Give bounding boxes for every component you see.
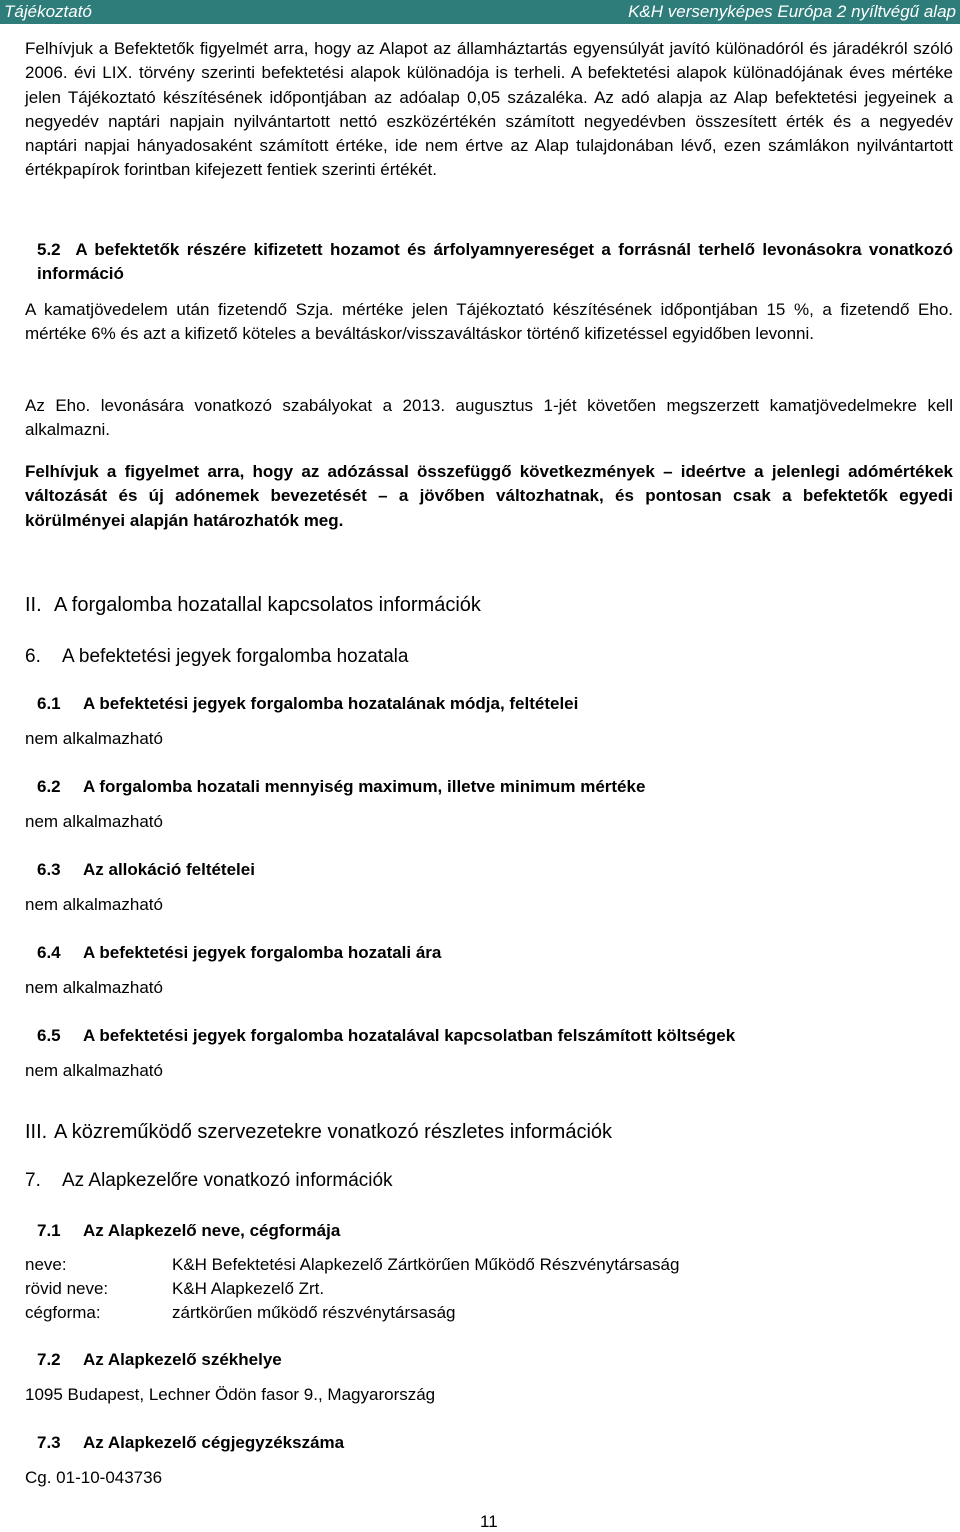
header-doc-title: Tájékoztató: [4, 2, 92, 21]
row-value: K&H Alapkezelő Zrt.: [172, 1279, 325, 1298]
section-5-2-title: A befektetők részére kifizetett hozamot és árfolyamnyereséget a forrásnál terhelő levonásokra vonatkozó információ: [37, 240, 953, 284]
section-title: A befektetési jegyek forgalomba hozatalával kapcsolatban felszámított költségek: [83, 1026, 736, 1045]
row-label: cégforma:: [25, 1303, 101, 1322]
section-number: 7.3: [37, 1433, 61, 1452]
page-number: 11: [480, 1512, 498, 1531]
section-title: Az Alapkezelő székhelye: [83, 1350, 282, 1369]
section-6-4-value: nem alkalmazható: [25, 978, 163, 997]
part-iii-number: III.: [25, 1121, 48, 1143]
header-fund-name: K&H versenyképes Európa 2 nyíltvégű alap: [628, 2, 956, 21]
section-6-5-value: nem alkalmazható: [25, 1061, 163, 1080]
section-title: Az Alapkezelő cégjegyzékszáma: [83, 1433, 345, 1452]
section-title: A forgalomba hozatali mennyiség maximum, illetve minimum mértéke: [83, 777, 646, 796]
row-label: rövid neve:: [25, 1279, 109, 1298]
part-ii-title: A forgalomba hozatallal kapcsolatos információk: [54, 594, 481, 616]
section-number: 7.2: [37, 1350, 61, 1369]
tax-notice-paragraph: Felhívjuk a figyelmet arra, hogy az adózással összefüggő következmények – ideértve a jelenlegi adómértékek változását és új adónemek bevezetését – a jövőben változhatnak, és pontosan csak a befektetők egyedi körülményei alapján határozhatók meg.: [25, 462, 953, 530]
section-number: 6.1: [37, 694, 61, 713]
row-value: zártkörűen működő részvénytársaság: [172, 1303, 456, 1322]
page-header: [0, 0, 960, 24]
section-number: 6.5: [37, 1026, 61, 1045]
section-6-number: 6.: [25, 646, 41, 667]
eho-paragraph: Az Eho. levonására vonatkozó szabályokat a 2013. augusztus 1-jét követően megszerzett kamatjövedelmekre kell alkalmazni.: [25, 396, 953, 440]
intro-paragraph: Felhívjuk a Befektetők figyelmét arra, hogy az Alapot az államháztartás egyensúlyát javító különadóról és járadékról szóló 2006. évi LIX. törvény szerinti befektetési alapok különadója is terheli. A befektetési alapok különadójának éves mértéke jelen Tájékoztató készítésének időpontjában az adóalap 0,05 százaléka. Az adó alapja az Alap befektetési jegyeinek a negyedév naptári napjain nyilvántartott nettó eszközértékén számított negyedévben összesített érték és a negyedév naptári napjai hányadosaként számított értéke, ide nem értve az Alap tulajdonában lévő, ezen számlákon nyilvántartott értékpapírok forintban kifejezett fentiek szerinti értékét.: [25, 39, 953, 180]
company-registry-number: Cg. 01-10-043736: [25, 1468, 163, 1487]
section-title: A befektetési jegyek forgalomba hozatalának módja, feltételei: [83, 694, 579, 713]
section-number: 6.2: [37, 777, 61, 796]
section-6-1-value: nem alkalmazható: [25, 729, 163, 748]
row-value: K&H Befektetési Alapkezelő Zártkörűen Működő Részvénytársaság: [172, 1255, 680, 1274]
row-label: neve:: [25, 1255, 67, 1274]
company-address: 1095 Budapest, Lechner Ödön fasor 9., Magyarország: [25, 1385, 436, 1404]
section-5-2-number: 5.2: [37, 240, 61, 259]
part-iii-title: A közreműködő szervezetekre vonatkozó részletes információk: [54, 1121, 613, 1143]
section-title: Az allokáció feltételei: [83, 860, 255, 879]
section-6-3-value: nem alkalmazható: [25, 895, 163, 914]
section-7-title: Az Alapkezelőre vonatkozó információk: [62, 1170, 393, 1191]
section-number: 6.3: [37, 860, 61, 879]
section-6-2-value: nem alkalmazható: [25, 812, 163, 831]
part-ii-number: II.: [25, 594, 42, 616]
section-title: Az Alapkezelő neve, cégformája: [83, 1221, 341, 1240]
tax-paragraph: A kamatjövedelem után fizetendő Szja. mértéke jelen Tájékoztató készítésének időpontjában 15 %, a fizetendő Eho. mértéke 6% és azt a kifizető köteles a beváltáskor/visszaváltáskor történő kifizetéssel egyidőben levonni.: [25, 300, 953, 344]
section-7-number: 7.: [25, 1170, 41, 1191]
section-number: 7.1: [37, 1221, 61, 1240]
section-title: A befektetési jegyek forgalomba hozatali ára: [83, 943, 442, 962]
section-6-title: A befektetési jegyek forgalomba hozatala: [62, 646, 409, 667]
section-number: 6.4: [37, 943, 61, 962]
